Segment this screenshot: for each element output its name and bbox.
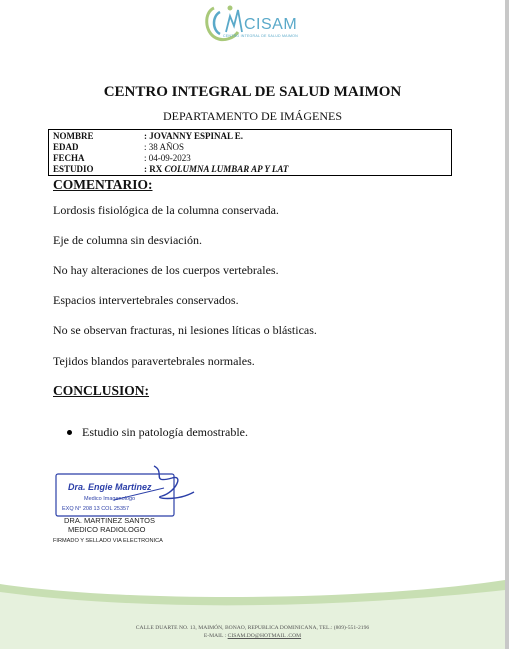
bullet-icon: [67, 430, 72, 435]
patient-info-box: [48, 129, 452, 176]
page-title: CENTRO INTEGRAL DE SALUD MAIMON: [103, 84, 402, 100]
footer-email-link[interactable]: CISAM.DO@HOTMAIL .COM: [227, 633, 302, 639]
study-value-wrap: [144, 164, 288, 174]
footer-email-label: E-MAIL :: [203, 633, 228, 639]
signer-role: MEDICO RADIOLOGO: [68, 525, 146, 534]
signature-block: [64, 516, 155, 534]
department-title: DEPARTAMENTO DE IMÁGENES: [163, 109, 342, 123]
footer-email-line: [0, 633, 505, 639]
study-value: COLUMNA LUMBAR AP Y LAT: [164, 164, 289, 174]
comment-heading: COMENTARIO:: [53, 177, 153, 192]
stamp-name: Dra. Engie Martinez: [68, 482, 152, 492]
signer-name: DRA. MARTINEZ SANTOS: [64, 516, 155, 525]
date-label: FECHA: [53, 153, 85, 163]
footer-address: CALLE DUARTE NO. 13, MAIMÓN, BONAO, REPUBLICA DOMINICANA, TEL.: (809)-551-2196: [135, 625, 370, 631]
logo-subtitle: CENTRO INTEGRAL DE SALUD MAIMON: [223, 34, 298, 38]
age-label: EDAD: [53, 142, 79, 152]
logo-text: CISAM: [244, 16, 298, 33]
comment-line: Lordosis fisiológica de la columna conservada.: [53, 203, 279, 217]
date-value: : 04-09-2023: [144, 153, 191, 163]
comment-line: Tejidos blandos paravertebrales normales.: [53, 354, 255, 368]
comment-line: Espacios intervertebrales conservados.: [53, 293, 239, 307]
signature-note: FIRMADO Y SELLADO VIA ELECTRONICA: [53, 538, 163, 544]
conclusion-item: Estudio sin patología demostrable.: [82, 425, 248, 439]
signature-stamp: [54, 462, 204, 522]
age-value: : 38 AÑOS: [144, 142, 185, 152]
study-prefix: : RX: [144, 164, 165, 174]
name-value: : JOVANNY ESPINAL E.: [144, 131, 244, 141]
comment-line: No se observan fracturas, ni lesiones líticas o blásticas.: [53, 323, 317, 337]
conclusion-heading: CONCLUSION:: [53, 383, 150, 398]
page-edge: [505, 0, 509, 649]
comment-line: Eje de columna sin desviación.: [53, 233, 202, 247]
stamp-exequatur: EXQ N° 208 13 COL 25357: [62, 506, 130, 512]
stamp-title: Medico Imagenologo: [84, 496, 136, 502]
comment-line: No hay alteraciones de los cuerpos vertebrales.: [53, 263, 279, 277]
name-label: NOMBRE: [53, 131, 94, 141]
study-label: ESTUDIO: [53, 164, 94, 174]
